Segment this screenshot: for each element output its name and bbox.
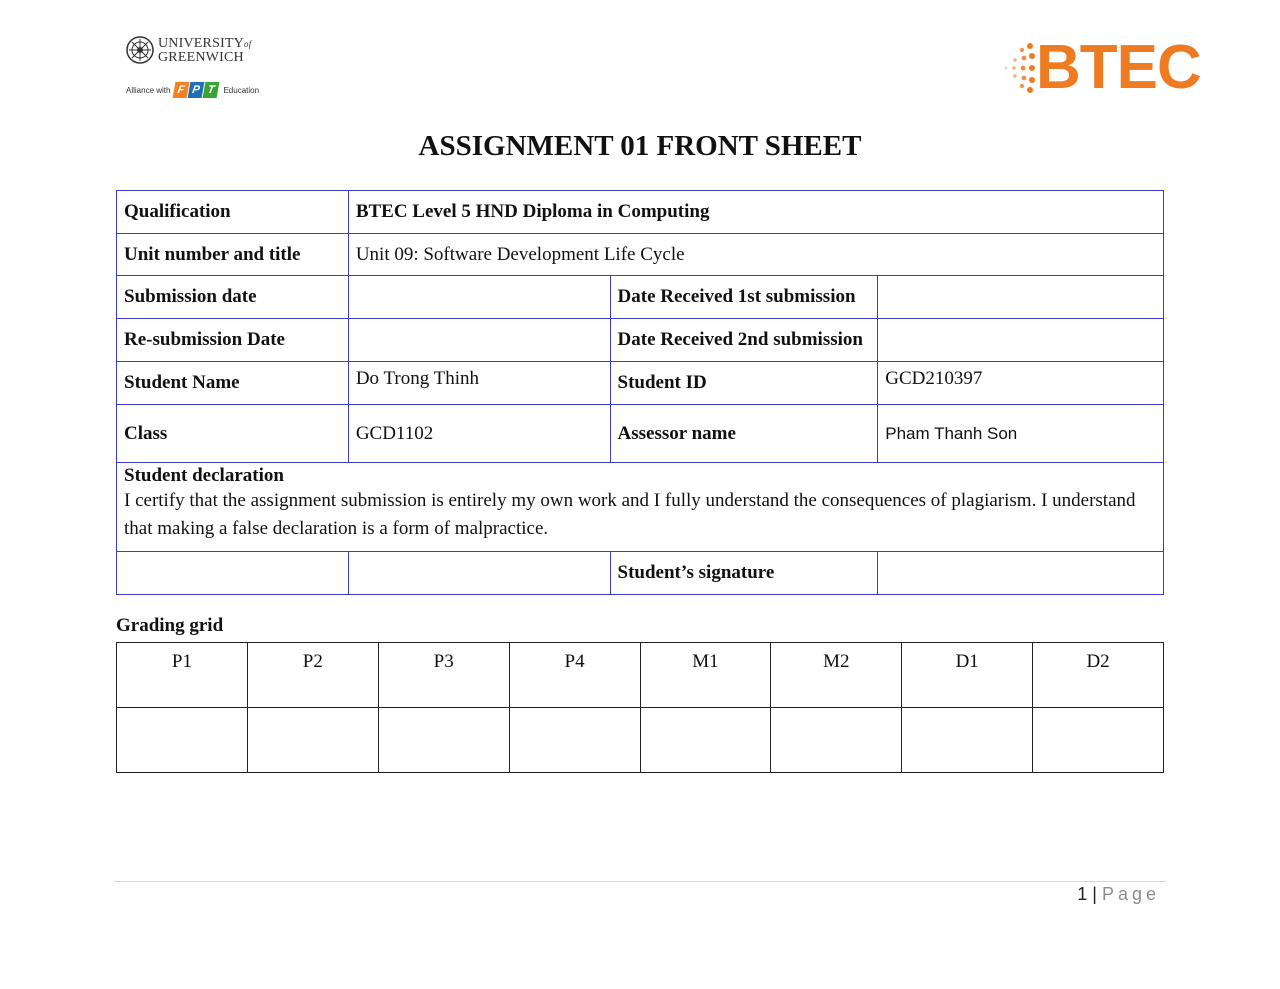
fpt-alliance bbox=[126, 82, 259, 98]
student-declaration bbox=[117, 463, 1164, 552]
qualification-row bbox=[117, 191, 1164, 234]
signature-row bbox=[117, 552, 1164, 595]
grade-header-m2: M2 bbox=[771, 643, 902, 708]
grade-value-d1 bbox=[902, 708, 1033, 773]
student-row bbox=[117, 362, 1164, 405]
alliance-suffix: Education bbox=[223, 85, 260, 95]
date-received-1-value bbox=[878, 276, 1164, 319]
qualification-value: BTEC Level 5 HND Diploma in Computing bbox=[348, 191, 1163, 234]
university-of-greenwich-logo bbox=[126, 36, 266, 100]
btec-wordmark: BTEC bbox=[1036, 33, 1201, 102]
resubmission-date-label: Re-submission Date bbox=[117, 319, 349, 362]
resubmission-row bbox=[117, 319, 1164, 362]
submission-date-label: Submission date bbox=[117, 276, 349, 319]
btec-logo bbox=[1000, 33, 1201, 102]
fpt-letter-p: P bbox=[188, 82, 205, 98]
front-sheet-table bbox=[116, 190, 1164, 595]
grade-header-p3: P3 bbox=[378, 643, 509, 708]
grading-value-row bbox=[117, 708, 1164, 773]
grade-value-d2 bbox=[1033, 708, 1164, 773]
assessor-value: Pham Thanh Son bbox=[878, 405, 1164, 463]
university-line1: UNIVERSITY bbox=[158, 35, 244, 51]
grade-header-m1: M1 bbox=[640, 643, 771, 708]
university-line2: GREENWICH bbox=[158, 49, 244, 65]
grading-header-row bbox=[117, 643, 1164, 708]
signature-label: Student’s signature bbox=[610, 552, 878, 595]
page-separator: | bbox=[1092, 884, 1097, 904]
university-name bbox=[158, 37, 251, 64]
class-label: Class bbox=[117, 405, 349, 463]
grade-value-p3 bbox=[378, 708, 509, 773]
submission-date-value bbox=[348, 276, 610, 319]
grading-grid-label: Grading grid bbox=[116, 615, 224, 636]
grade-header-p4: P4 bbox=[509, 643, 640, 708]
page-word: Page bbox=[1101, 884, 1160, 904]
unit-value: Unit 09: Software Development Life Cycle bbox=[348, 234, 1163, 276]
university-seal-icon bbox=[126, 36, 154, 64]
btec-dots-icon bbox=[1000, 42, 1040, 94]
class-row bbox=[117, 405, 1164, 463]
declaration-row bbox=[117, 463, 1164, 552]
grade-value-p1 bbox=[117, 708, 248, 773]
page-footer bbox=[1077, 884, 1160, 905]
class-value: GCD1102 bbox=[348, 405, 610, 463]
grade-value-m2 bbox=[771, 708, 902, 773]
date-received-2-value bbox=[878, 319, 1164, 362]
fpt-letter-f: F bbox=[173, 82, 190, 98]
date-received-2-label: Date Received 2nd submission bbox=[610, 319, 878, 362]
declaration-heading: Student declaration bbox=[124, 465, 284, 486]
university-of: of bbox=[244, 38, 252, 49]
unit-row bbox=[117, 234, 1164, 276]
assessor-label: Assessor name bbox=[610, 405, 878, 463]
grade-header-p2: P2 bbox=[247, 643, 378, 708]
submission-row bbox=[117, 276, 1164, 319]
grade-value-p2 bbox=[247, 708, 378, 773]
fpt-logo bbox=[174, 82, 219, 98]
grade-header-d1: D1 bbox=[902, 643, 1033, 708]
grade-header-p1: P1 bbox=[117, 643, 248, 708]
resubmission-date-value bbox=[348, 319, 610, 362]
grade-value-m1 bbox=[640, 708, 771, 773]
grading-grid bbox=[116, 642, 1164, 773]
grade-header-d2: D2 bbox=[1033, 643, 1164, 708]
student-name-label: Student Name bbox=[117, 362, 349, 405]
date-received-1-label: Date Received 1st submission bbox=[610, 276, 878, 319]
page-number: 1 bbox=[1077, 884, 1088, 904]
fpt-letter-t: T bbox=[203, 82, 220, 98]
signature-value bbox=[878, 552, 1164, 595]
declaration-text: I certify that the assignment submission is entirely my own work and I fully understand the consequences of plagiarism. I understand that making a false declaration is a form of malpractice. bbox=[124, 490, 1136, 539]
qualification-label: Qualification bbox=[117, 191, 349, 234]
student-id-value: GCD210397 bbox=[878, 362, 1164, 405]
signature-blank-1 bbox=[117, 552, 349, 595]
page-title: ASSIGNMENT 01 FRONT SHEET bbox=[418, 130, 862, 162]
grade-value-p4 bbox=[509, 708, 640, 773]
student-name-value: Do Trong Thinh bbox=[348, 362, 610, 405]
signature-blank-2 bbox=[348, 552, 610, 595]
alliance-prefix: Alliance with bbox=[126, 85, 171, 95]
unit-label: Unit number and title bbox=[117, 234, 349, 276]
student-id-label: Student ID bbox=[610, 362, 878, 405]
footer-divider bbox=[114, 881, 1166, 882]
